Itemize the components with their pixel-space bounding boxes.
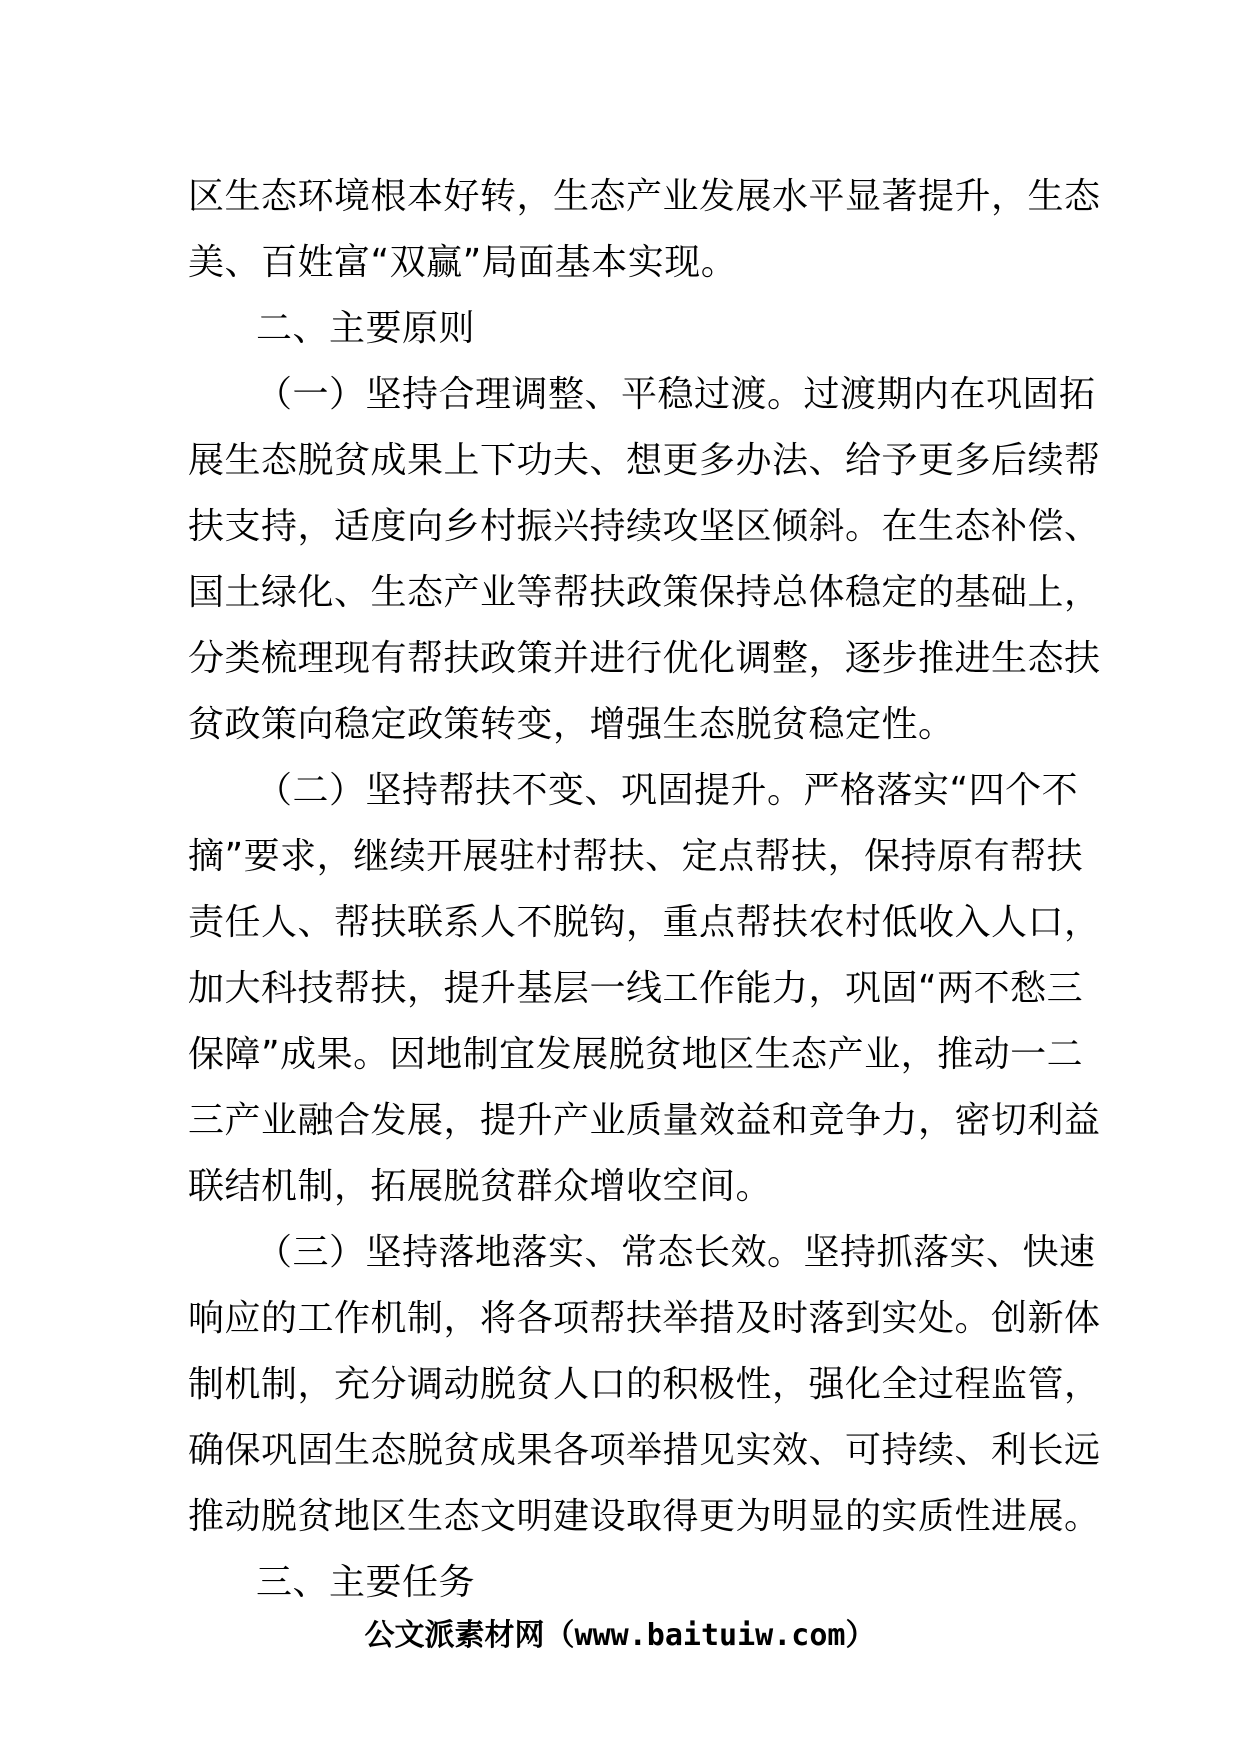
footer-watermark: 公文派素材网（www.baituiw.com）: [364, 1618, 876, 1653]
text-line: 国土绿化、生态产业等帮扶政策保持总体稳定的基础上，: [188, 572, 1101, 613]
text-line: 展生态脱贫成果上下功夫、想更多办法、给予更多后续帮: [188, 440, 1101, 481]
text-line: 制机制，充分调动脱贫人口的积极性，强化全过程监管，: [188, 1364, 1101, 1405]
text-line: 分类梳理现有帮扶政策并进行优化调整，逐步推进生态扶: [188, 638, 1101, 679]
text-line: 联结机制，拓展脱贫群众增收空间。: [188, 1166, 773, 1207]
text-line: 推动脱贫地区生态文明建设取得更为明显的实质性进展。: [188, 1496, 1101, 1537]
text-line: 三产业融合发展，提升产业质量效益和竞争力，密切利益: [188, 1100, 1101, 1141]
paragraph-start-line: （二）坚持帮扶不变、巩固提升。严格落实“四个不: [256, 770, 1079, 811]
section-heading: 三、主要任务: [256, 1562, 476, 1603]
text-line: 加大科技帮扶，提升基层一线工作能力，巩固“两不愁三: [188, 968, 1084, 1009]
paragraph-start-line: （一）坚持合理调整、平稳过渡。过渡期内在巩固拓: [256, 374, 1096, 415]
paragraph-start-line: （三）坚持落地落实、常态长效。坚持抓落实、快速: [256, 1232, 1096, 1273]
body-text: [188, 164, 1101, 1616]
text-line: 贫政策向稳定政策转变，增强生态脱贫稳定性。: [188, 704, 955, 745]
text-line: 责任人、帮扶联系人不脱钩，重点帮扶农村低收入人口，: [188, 902, 1101, 943]
text-line: 区生态环境根本好转，生态产业发展水平显著提升，生态: [188, 176, 1101, 217]
text-line: 摘”要求，继续开展驻村帮扶、定点帮扶，保持原有帮扶: [188, 836, 1084, 877]
text-line: 确保巩固生态脱贫成果各项举措见实效、可持续、利长远: [188, 1430, 1101, 1471]
text-line: 保障”成果。因地制宜发展脱贫地区生态产业，推动一二: [188, 1034, 1084, 1075]
text-line: 响应的工作机制，将各项帮扶举措及时落到实处。创新体: [188, 1298, 1101, 1339]
text-line: 扶支持，适度向乡村振兴持续攻坚区倾斜。在生态补偿、: [188, 506, 1101, 547]
section-heading: 二、主要原则: [256, 308, 476, 349]
text-line: 美、百姓富“双赢”局面基本实现。: [188, 242, 738, 283]
